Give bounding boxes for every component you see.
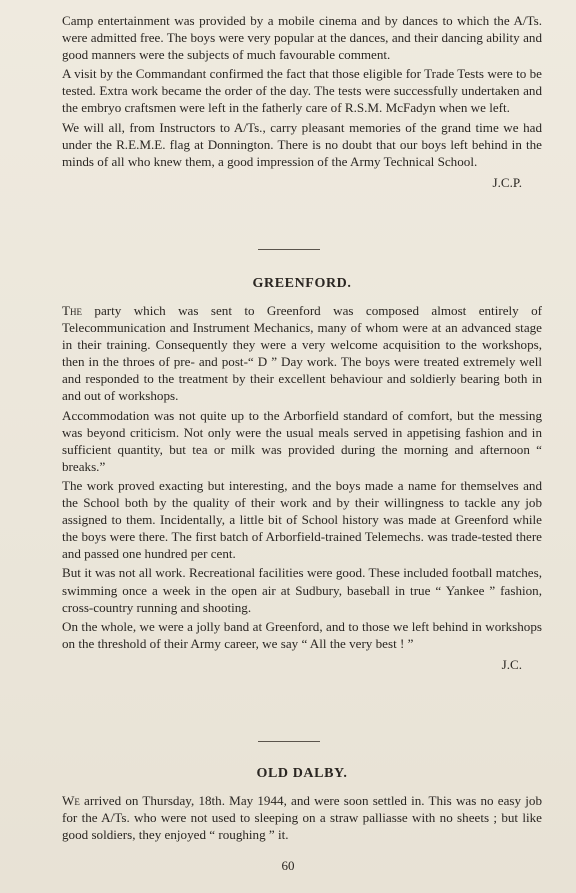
paragraph: But it was not all work. Recreational facilities were good. These included football matches, swimming once a week in the open air at Sudbury, baseball in true “ Yankee ” fashion, cross-country running and shooting. bbox=[62, 565, 542, 615]
paragraph: A visit by the Commandant confirmed the fact that those eligible for Trade Tests were to be tested. Extra work became the order of the day. The tests were successfully undertaken and the embryo craftsmen were left in the fatherly care of R.S.M. McFadyn when we left. bbox=[62, 66, 542, 116]
paragraph: Camp entertainment was provided by a mobile cinema and by dances to which the A/Ts. were admitted free. The boys were very popular at the dances, and their dancing ability and good manners were the subjects of much favourable comment. bbox=[62, 13, 542, 63]
paragraph bbox=[62, 792, 542, 843]
paragraph-text: party which was sent to Greenford was composed almost entirely of Telecommunication and Instrument Mechanics, many of whom were at an advanced stage in their training. Consequently they were a very welcome acquisition to the workshops, then in the throes of pre- and post-“ D ” Day work. The boys were treated extremely well and responded to the treatment by their excellent behaviour and soldierly bearing both in and out of workshops. bbox=[62, 303, 542, 404]
paragraph-text: arrived on Thursday, 18th. May 1944, and were soon settled in. This was no easy job for the A/Ts. who were not used to sleeping on a straw palliasse with no sheets ; but like good soldiers, they enjoyed “ roughing ” it. bbox=[62, 793, 542, 843]
heading-old-dalby: OLD DALBY. bbox=[256, 766, 348, 781]
section-old-dalby bbox=[62, 792, 542, 843]
page-number: 60 bbox=[281, 858, 295, 873]
paragraph bbox=[62, 302, 542, 405]
section-donnington bbox=[62, 12, 542, 191]
drop-word: We bbox=[62, 793, 80, 808]
signature-jc: J.C. bbox=[501, 656, 522, 672]
paragraph: The work proved exacting but interesting, and the boys made a name for themselves and the School both by the quality of their work and by their willingness to tackle any job assigned to them. Incidentally, a little bit of School history was made at Greenford while the boys were there. The first batch of Arborfield-trained Telemechs. was trade-tested there and passed one hundred per cent. bbox=[62, 477, 542, 562]
section-divider bbox=[258, 741, 320, 742]
signature-jcp: J.C.P. bbox=[492, 174, 522, 190]
paragraph: On the whole, we were a jolly band at Greenford, and to those we left behind in workshops on the threshold of their Army career, we say “ All the very best ! ” bbox=[62, 618, 542, 651]
paragraph: Accommodation was not quite up to the Arborfield standard of comfort, but the messing was beyond criticism. Not only were the usual meals served in appetising fashion and in sufficient quantity, but tea or milk was provided during the morning and afternoon “ breaks.” bbox=[62, 407, 542, 474]
paragraph: We will all, from Instructors to A/Ts., carry pleasant memories of the grand time we had under the R.E.M.E. flag at Donnington. There is no doubt that our boys left behind in the minds of all who knew them, a good impression of the Army Technical School. bbox=[62, 119, 542, 169]
section-divider bbox=[258, 249, 320, 250]
heading-greenford: GREENFORD. bbox=[252, 276, 352, 291]
drop-word: The bbox=[62, 303, 82, 318]
section-greenford bbox=[62, 302, 542, 673]
